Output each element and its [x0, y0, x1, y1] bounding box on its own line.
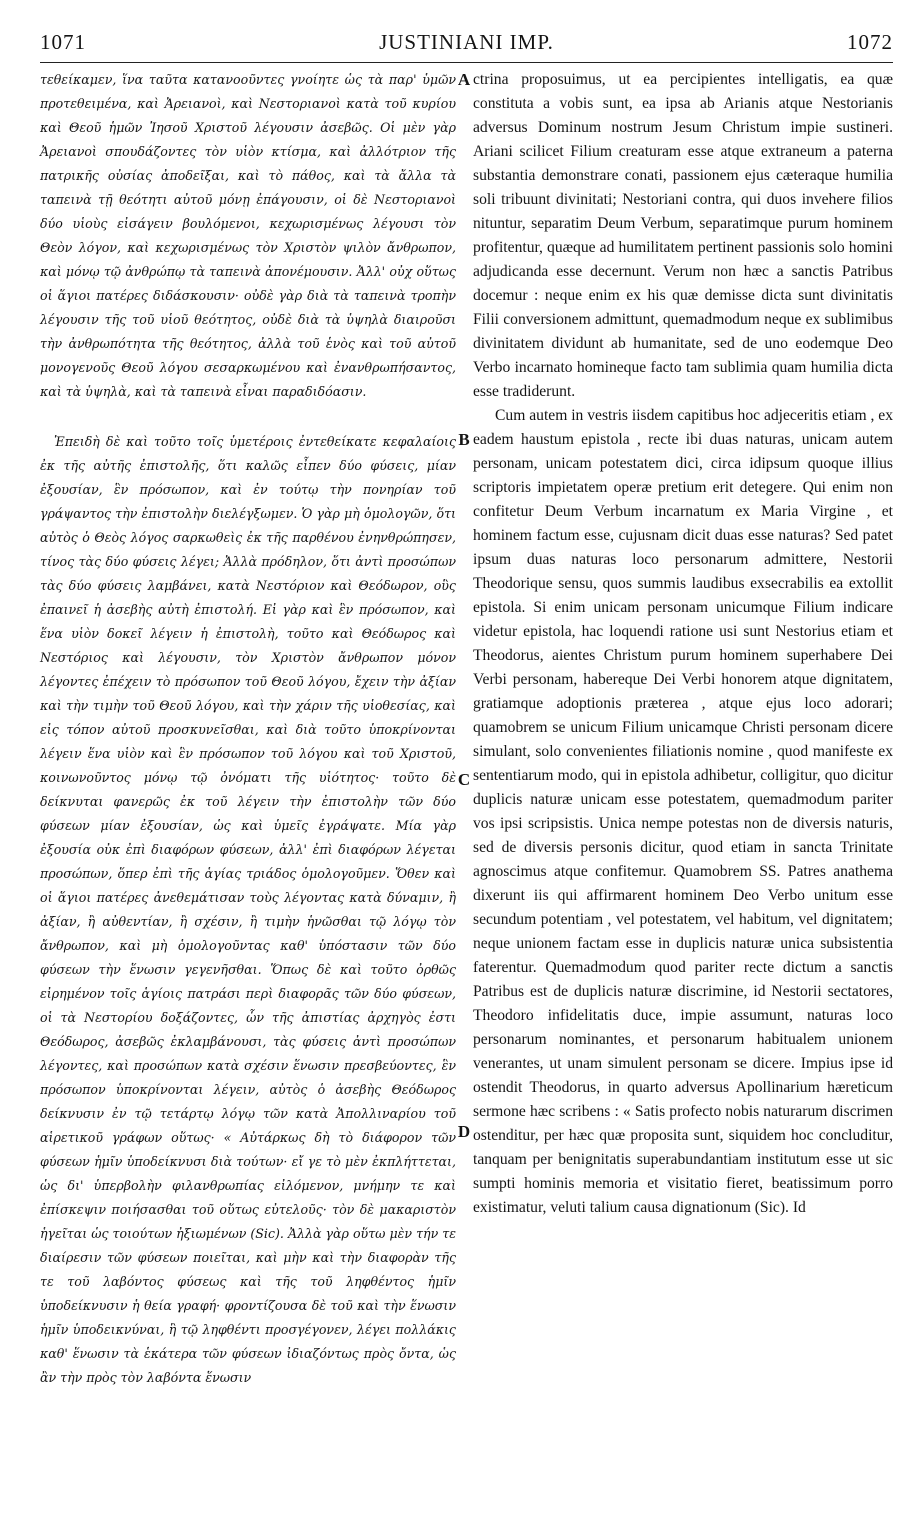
latin-paragraph-2: Cum autem in vestris iisdem capitibus hoc adjeceritis etiam , ex eadem haustum epistola , recte ibi duas naturas, unicam autem personam, unicam potestatem dici, circa idipsum quoque illius scriptoris impietatem operæ pretium erit detegere. Qui enim non confitetur Deum Verbum incarnatum ex Maria Virgine , et hominem factum esse, cujusnam dicit duas esse naturas? Sed patet ipsum duas naturas loco personarum admittere, Nestorii Theodorique sensu, quos summis laudibus exsecrabilis ea extollit epistola. Si enim unicam personam unicumque Filium indicare videtur epistola, hac loquendi ratione usi sunt Nestorius etiam et Theodorus, aientes Christum purum hominem superhabere Dei Verbi personam, habereque Dei Verbi honorem atque dignitatem, gratiamque adoptionis præterea , atque ejus loco adorari; quamobrem se unicum Filium unicamque Christi personam dicere simulant, solo convenientes filiationis nomine , quod manifeste ex sententiarum modo, qui in epistola adhibetur, colligitur, quo dicitur duplicis naturæ unicam esse potestatem, quemadmodum pariter vos ipsi scripsistis. Unica nempe potestas non de diversis naturis, sed de diversis personis dicitur, quod etiam in sancta Trinitate agnoscimus atque confitemur. Quamobrem SS. Patres anathema dixerunt iis qui affirmarent hominem Deo Verbo unitum esse secundum potentiam , vel potestatem, vel habitum, vel dignitatem; neque unionem factam esse in duplicis naturæ unica subsistentia faterentur. Quemadmodum quod pariter recte dictum a sanctis Patribus est de duplicis naturæ discrimine, id Nestorii sectatores, Theodoro infidelitatis duce, impie assumunt, naturas loco personarum nominantes, et personarum habitualem unionem venerantes, ut unam simulent personam se dicere. Impius ipse id ostendit Theodorus, in quarto adversus Apollinarium hæreticum sermone hæc scribens : « Satis profecto nobis naturarum discrimen ostenditur, per hæc quæ proposita sunt, siquidem hoc concluditur, tanquam per benignitatis superabundantiam institutum esse ut sic sumpti hominis memoria et visitatio fieret, beatissimum porro existimatur, veluti talium causa dignationum (Sic). Id [473, 407, 893, 1216]
greek-paragraph-2: Ἐπειδὴ δὲ καὶ τοῦτο τοῖς ὑμετέροις ἐντεθείκατε κεφαλαίοις ἐκ τῆς αὐτῆς ἐπιστολῆς, ὅτι καλῶς εἶπεν δύο φύσεις, μίαν ἐξουσίαν, ἓν πρόσωπον, καὶ ἐν τούτῳ τὴν πονηρίαν τοῦ γράψαντος τὴν ἐπιστολὴν διελέγξωμεν. Ὁ γὰρ μὴ ὁμολογῶν, ὅτι αὐτὸς ὁ Θεὸς λόγος σαρκωθεὶς ἐκ τῆς παρθένου ἐνηνθρώπησεν, τίνος τὰς δύο φύσεις λέγει; Ἀλλὰ πρόδηλον, ὅτι ἀντὶ προσώπων τὰς δύο φύσεις λαμβάνει, κατὰ Νεστόριον καὶ Θεόδωρον, οὓς ἐπαινεῖ ἡ ἀσεβὴς αὐτὴ ἐπιστολή. Εἰ γὰρ καὶ ἓν πρόσωπον, καὶ ἕνα υἱὸν δοκεῖ λέγειν ἡ ἐπιστολὴ, τοῦτο καὶ Θεόδωρος καὶ Νεστόριος καὶ λέγουσιν, τὸν Χριστὸν ἄνθρωπον μόνον λέγοντες ἐπέχειν τὸ πρόσωπον τοῦ Θεοῦ λόγου, ἔχειν τὴν ἀξίαν καὶ τὴν τιμὴν τοῦ Θεοῦ λόγου, καὶ τὴν χάριν τῆς υἱοθεσίας, καὶ εἰς τόπον αὐτοῦ προσκυνεῖσθαι, καὶ διὰ τοῦτο ὑποκρίνονται λέγειν ἕνα υἱὸν καὶ ἓν πρόσωπον τοῦ λόγου καὶ τοῦ Χριστοῦ, κοινωνοῦντος μόνῳ τῷ ὀνόματι τῆς υἱότητος· τοῦτο δὲ δείκνυται φανερῶς ἐκ τοῦ λέγειν τὴν ἐπιστολὴν τῶν δύο φύσεων μίαν ἐξουσίαν, ὡς καὶ ὑμεῖς ἐγράψατε. Μία γὰρ ἐξουσία οὐκ ἐπὶ διαφόρων φύσεων, ἀλλ' ἐπὶ διαφόρων λέγεται προσώπων, ὅπερ ἐπὶ τῆς ἁγίας τριάδος ὁμολογοῦμεν. Ὅθεν καὶ οἱ ἅγιοι πατέρες ἀνεθεμάτισαν τοὺς λέγοντας κατὰ δύναμιν, ἢ ἀξίαν, ἢ αὐθεντίαν, ἢ σχέσιν, ἢ τιμὴν ἡνῶσθαι τῷ λόγῳ τὸν ἄνθρωπον, καὶ μὴ ὁμολογοῦντας καθ' ὑπόστασιν τῶν δύο φύσεων τὴν ἕνωσιν γεγενῆσθαι. Ὅπως δὲ καὶ τοῦτο ὀρθῶς εἰρημένον τοῖς ἁγίοις πατράσι περὶ διαφορᾶς τῶν δύο φύσεων, οἱ τὰ Νεστορίου δοξάζοντες, ὧν τῆς ἀπιστίας ἀρχηγὸς ἐστι Θεόδωρος, ἀσεβῶς ἐκλαμβάνουσι, τὰς φύσεις ἀντὶ προσώπων λέγοντες, καὶ προσώπων κατὰ σχέσιν ἕνωσιν πρεσβεύοντες, ἓν πρόσωπον ὑποκρίνονται λέγειν, αὐτὸς ὁ ἀσεβὴς Θεόδωρος δείκνυσιν ἐν τῷ τετάρτῳ λόγῳ τῶν κατὰ Ἀπολλιναρίου τοῦ αἱρετικοῦ γράφων οὕτως· « Αὐτάρκως δὴ τὸ διάφορον τῶν φύσεων ἡμῖν ὑποδείκνυσι διὰ τούτων· εἴ γε τὸ μὲν ἐκπλήττεται, ὡς δι' ὑπερβολὴν φιλανθρωπίας εἰλόμενον, μνήμην τε καὶ ἐπίσκεψιν ποιήσασθαι τοῦ οὕτως εὐτελοῦς· τὸν δὲ μακαριστὸν ἡγεῖται ὡς τοιούτων ἠξιωμένων (Sic). Ἀλλὰ γὰρ οὕτω μὲν τήν τε διαίρεσιν τῶν φύσεων ποιεῖται, καὶ μὴν καὶ τὴν διαφορὰν τῆς τε τοῦ λαβόντος φύσεως καὶ τῆς τοῦ ληφθέντος ἡμῖν ὑποδείκνυσιν ἡ θεία γραφή· φροντίζουσα δὲ τοῦ καὶ τὴν ἕνωσιν ἡμῖν ὑποδεικνύναι, ἣ τῷ ληφθέντι προσγέγονεν, λέγει πολλάκις καθ' ἕνωσιν τὰ ἑκάτερα τῶν φύσεων ἰδιαζόντως πρὸς ὄντα, ὡς ἂν τὴν πρὸς τὸν λαβόντα ἕνωσιν [40, 434, 456, 1385]
section-marker-b: B [458, 430, 470, 449]
section-marker-a: A [457, 70, 471, 89]
running-title: JUSTINIANI IMP. [379, 30, 554, 54]
latin-paragraph-1: ctrina proposuimus, ut ea percipientes intelligatis, ea quæ constituta a vobis sunt, ea ipsa ab Arianis atque Nestorianis adversus Dominum nostrum Jesum Christum impie sustineri. Ariani scilicet Filium creaturam esse atque extraneum a paterna substantia demonstrare conati, passionem ejus cæteraque humilia soli tribuunt divinitati; Nestoriani contra, qui duos invehere filios nituntur, separatim Deum Verbum, separatimque purum hominem profitentur, quæque ad humilitatem pertinent passionis solo homini adjudicanda esse decernunt. Verum non hæc a sanctis Patribus docemur : neque enim ex his quæ demisse dicta sunt divinitatis Filii conversionem admittunt, quemadmodum neque ex sublimibus divinitatem dividunt ab humanitate, sed de uno eodemque Deo Verbo incarnato homineque facto tam sublimia quam humilia dicta esse tradiderunt. [473, 71, 893, 400]
header-rule [40, 62, 893, 63]
section-marker-c: C [457, 770, 471, 789]
greek-paragraph-1: τεθείκαμεν, ἵνα ταῦτα κατανοοῦντες γνοίητε ὡς τὰ παρ' ὑμῶν προτεθειμένα, καὶ Ἀρειανοὶ, καὶ Νεστοριανοὶ κατὰ τοῦ κυρίου καὶ Θεοῦ ἡμῶν Ἰησοῦ Χριστοῦ λέγουσιν ἀσεβῶς. Οἱ μὲν γὰρ Ἀρειανοὶ σπουδάζοντες τὸν υἱὸν κτίσμα, καὶ ἀλλότριον τῆς πατρικῆς οὐσίας ἀποδεῖξαι, καὶ τὸ πάθος, καὶ τὰ ἄλλα τὰ ταπεινὰ τῇ θεότητι αὐτοῦ μόνῃ ἐπάγουσιν, οἱ δὲ Νεστοριανοὶ δύο υἱοὺς εἰσάγειν βουλόμενοι, κεχωρισμένως λέγουσι τὸν Θεὸν λόγον, καὶ κεχωρισμένως τὸν Χριστὸν ψιλὸν ἄνθρωπον, καὶ μόνῳ τῷ ἀνθρώπῳ τὰ ταπεινὰ ἀπονέμουσιν. Ἀλλ' οὐχ οὕτως οἱ ἅγιοι πατέρες διδάσκουσιν· οὐδὲ γὰρ διὰ τὰ ταπεινὰ τροπὴν λέγουσιν τῆς τοῦ υἱοῦ θεότητος, οὐδὲ διὰ τὰ ὑψηλὰ διαιροῦσι τὴν ἀνθρωπότητα τῆς θεότητος, ἀλλὰ τοῦ ἑνὸς καὶ τοῦ αὐτοῦ μονογενοῦς Θεοῦ λόγου σεσαρκωμένου καὶ ἐνανθρωπήσαντος, καὶ τὰ ὑψηλὰ, καὶ τὰ ταπεινὰ εἶναι παραδιδόασιν. [40, 72, 456, 399]
page-number-left: 1071 [40, 30, 86, 54]
section-marker-d: D [457, 1122, 471, 1141]
running-header [40, 26, 893, 58]
greek-column [40, 68, 456, 1390]
latin-column [473, 68, 893, 1220]
page-number-right: 1072 [847, 30, 893, 54]
